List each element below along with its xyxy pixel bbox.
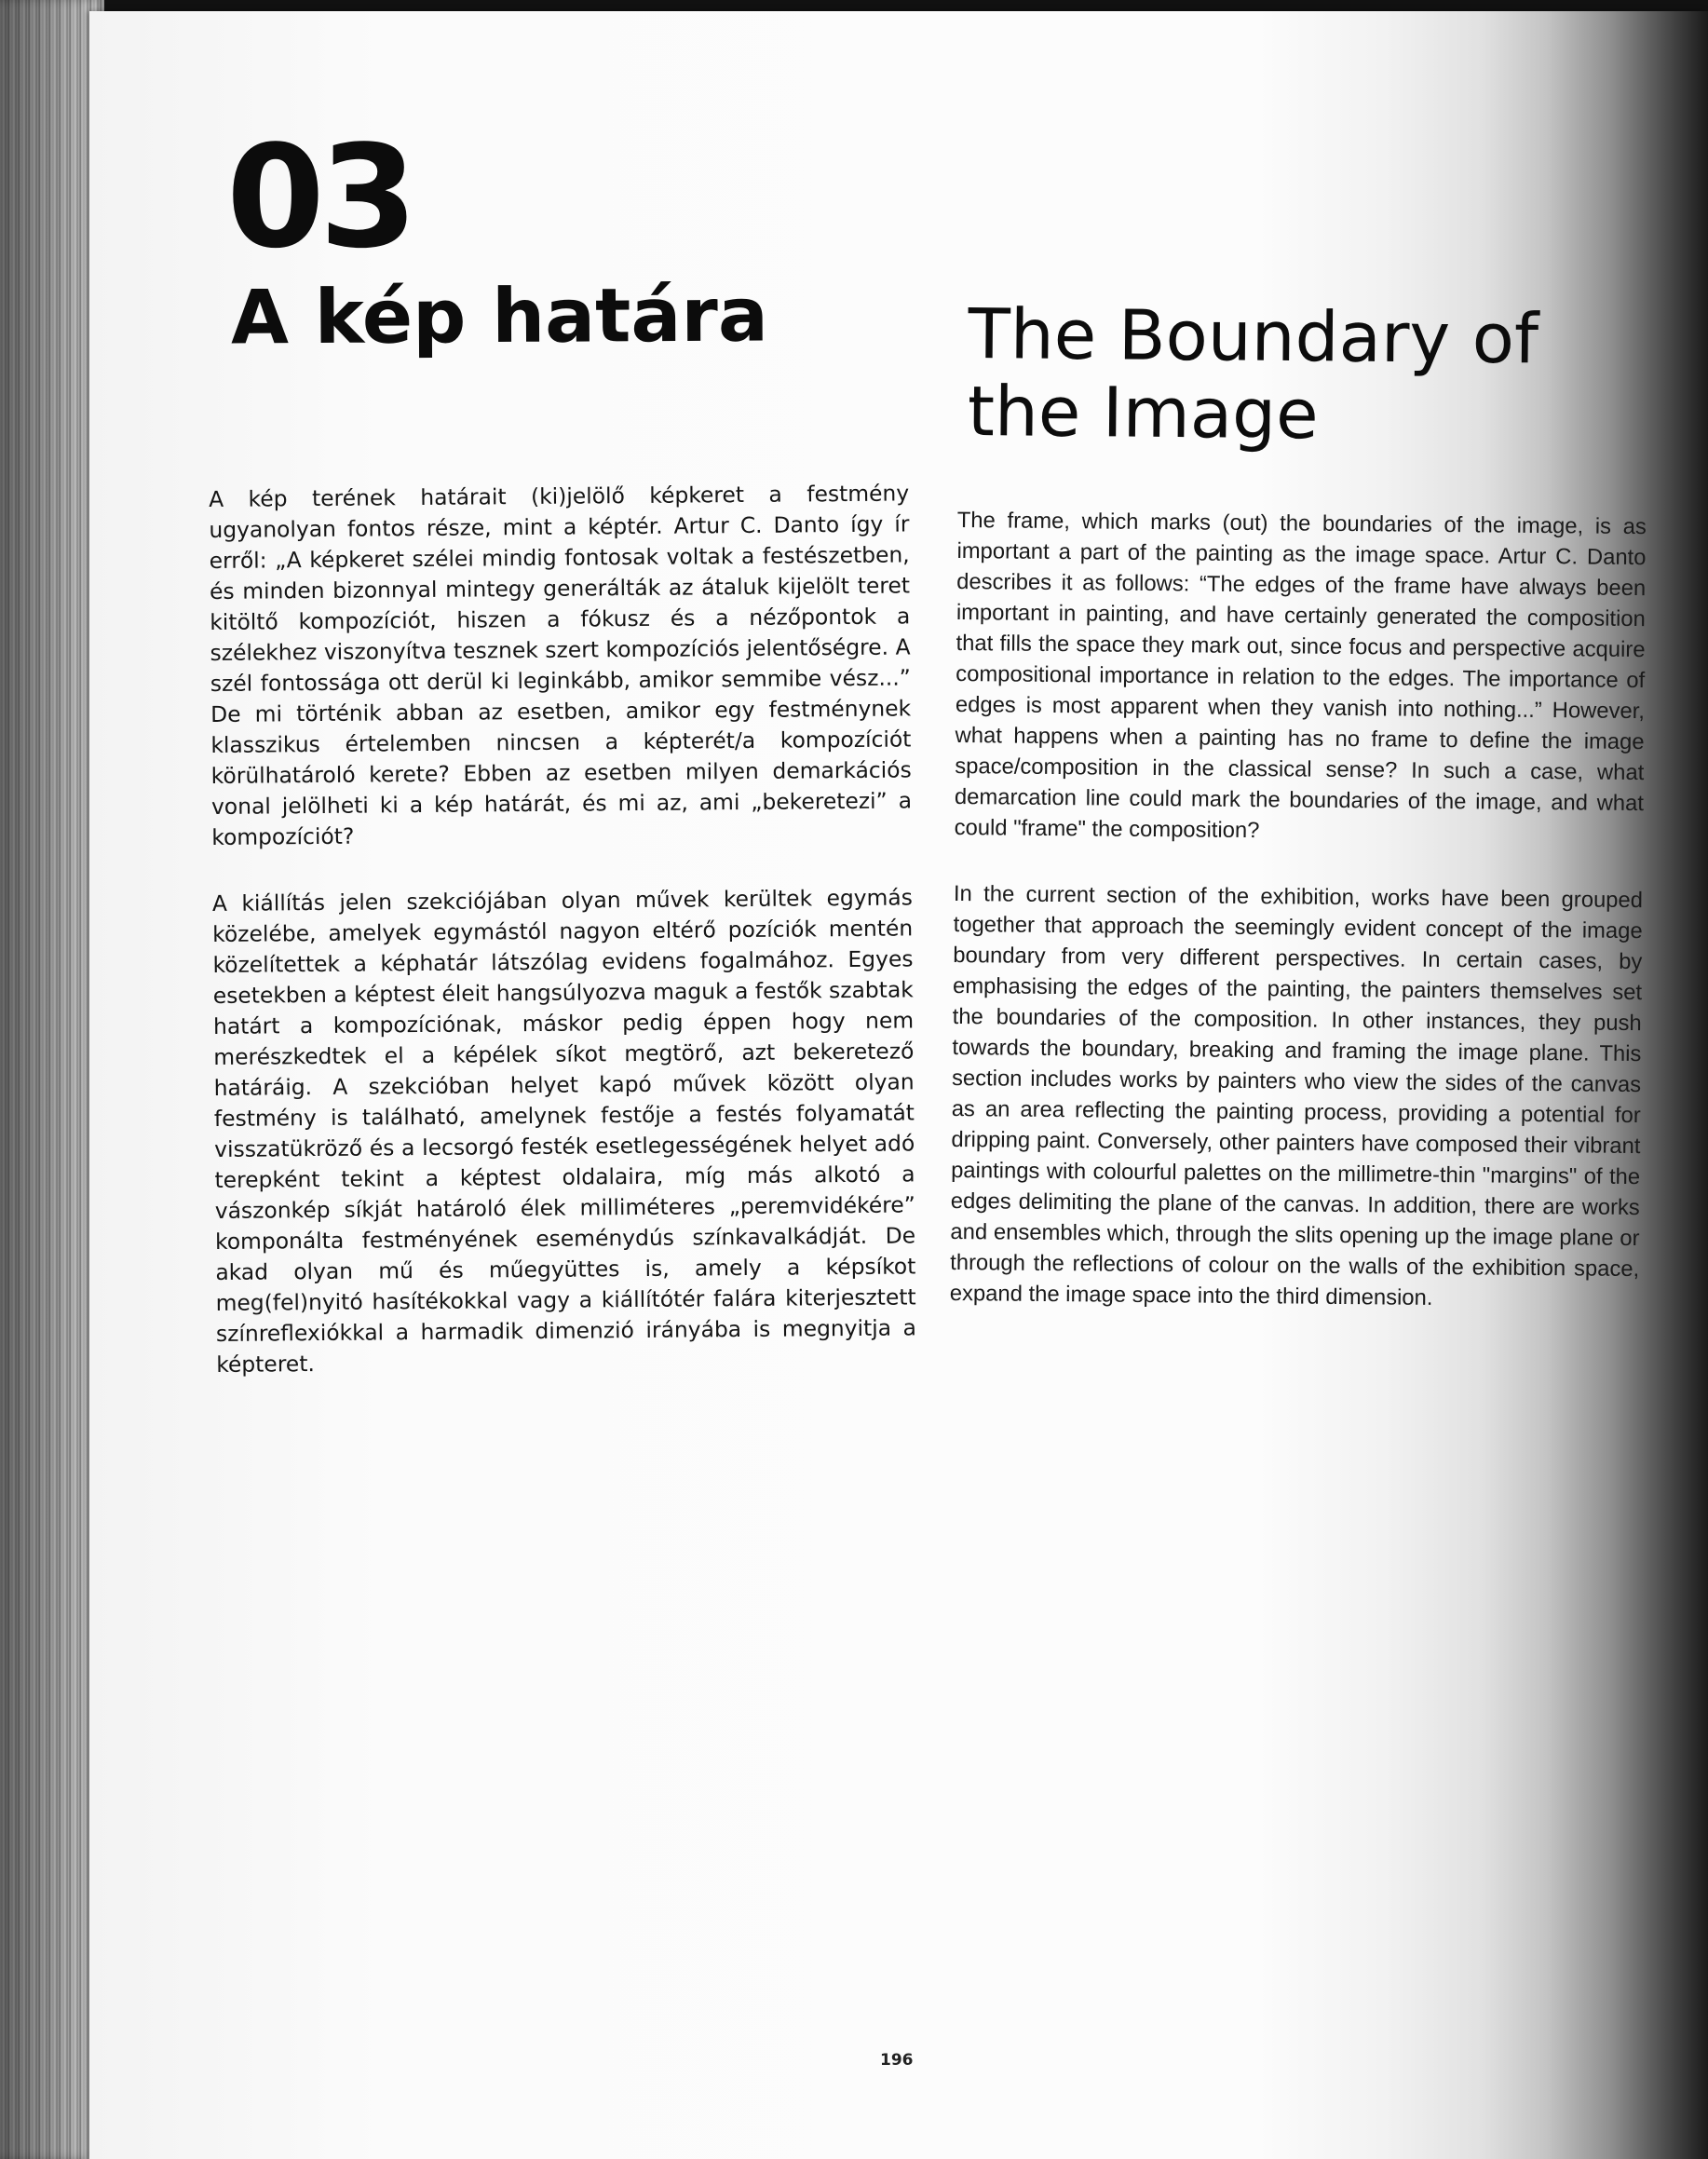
english-paragraph: The frame, which marks (out) the boundaries of the image, is as important a part of the painting as the image space. Artur C. Danto describes it as follows: “The edges of the frame have always been important in painting, and have certainly generated the composition that fills the space they mark out, since focus and perspective acquire compositional importance in relation to the edges. The importance of edges is most apparent when they vanish into nothing...” However, what happens when a painting has no frame to define the image space/composition in the classical sense? In such a case, what demarcation line could mark the boundaries of the image, and what could "frame" the composition?	[954, 507, 1647, 844]
english-text-column	[949, 505, 1647, 1351]
hungarian-paragraph: A kiállítás jelen szekciójában olyan művek kerültek egymás közelébe, amelyek egymástól nagyon eltérő pozíciók mentén közelítettek a képhatár látszólag evidens fogalmához. Egyes esetekben a képtest éleit hangsúlyozva maguk a festők szabtak határt a kompozíciónak, máskor pedig éppen hogy nem merészkedtek el a képélek síkot megtörő, azt bekeretező határáig. A szekcióban helyet kapó művek között olyan festmény is található, amelynek festője a festés folyamatát visszatükröző és a lecsorgó festék esetlegességének helyet adó terepként tekint a képtest oldalaira, míg más alkotó a vászonkép síkját határoló élek milliméteres „peremvidékére” komponálta festményének eseménydús színkavalkádját. De akad olyan mű és műegyüttes is, amely a képsíkot meg(fel)nyitó hasítékokkal vagy a kiállítótér falára kiterjesztett színreflexiókkal a harmadik dimenzió irányába is megnyitja a képteret.	[211, 884, 917, 1378]
chapter-number: 03	[226, 115, 413, 279]
hungarian-paragraph: A kép terének határait (ki)jelölő képkeret a festmény ugyanolyan fontos része, mint a képtér. Artur C. Danto így ír erről: „A képkeret szélei mindig fontosak voltak a festészetben, és minden bizonnyal mintegy generálták az átaluk kijelölt teret kitöltő kompozíciót, hiszen a fókusz és a nézőpontok a szélekhez viszonyítva tesznek szert kompozíciós jelentőségre. A szél fontossága ott derül ki leginkább, amikor semmibe vész...” De mi történik abban az esetben, amikor egy festménynek klasszikus értelemben nincsen a képterét/a kompozíciót körülhatároló kerete? Ebben az esetben milyen demarkációs vonal jelölheti ki a kép határát, és mi az, ami „bekeretezi” a kompozíciót?	[209, 480, 913, 850]
hungarian-text-column	[209, 478, 917, 1416]
page-number: 196	[880, 2051, 914, 2070]
english-paragraph: In the current section of the exhibition, works have been grouped together that approach the seemingly evident concept of the image boundary from very different perspectives. In certain cases, by emphasising the edges of the painting, the painters themselves set the boundaries of the composition. In other instances, they push towards the boundary, breaking and framing the image plane. This section includes works by painters who view the sides of the canvas as an area reflecting the painting process, providing a potential for dripping paint. Conversely, other painters have composed their vibrant paintings with colourful palettes on the millimetre-thin "margins" of the edges delimiting the plane of the canvas. In addition, there are works and ensembles which, through the slits opening up the image plane or through the reflections of colour on the walls of the exhibition space, expand the image space into the third dimension.	[949, 880, 1644, 1310]
chapter-title-hungarian: A kép határa	[230, 271, 769, 361]
chapter-title-english: The Boundary of the Image	[967, 294, 1539, 455]
